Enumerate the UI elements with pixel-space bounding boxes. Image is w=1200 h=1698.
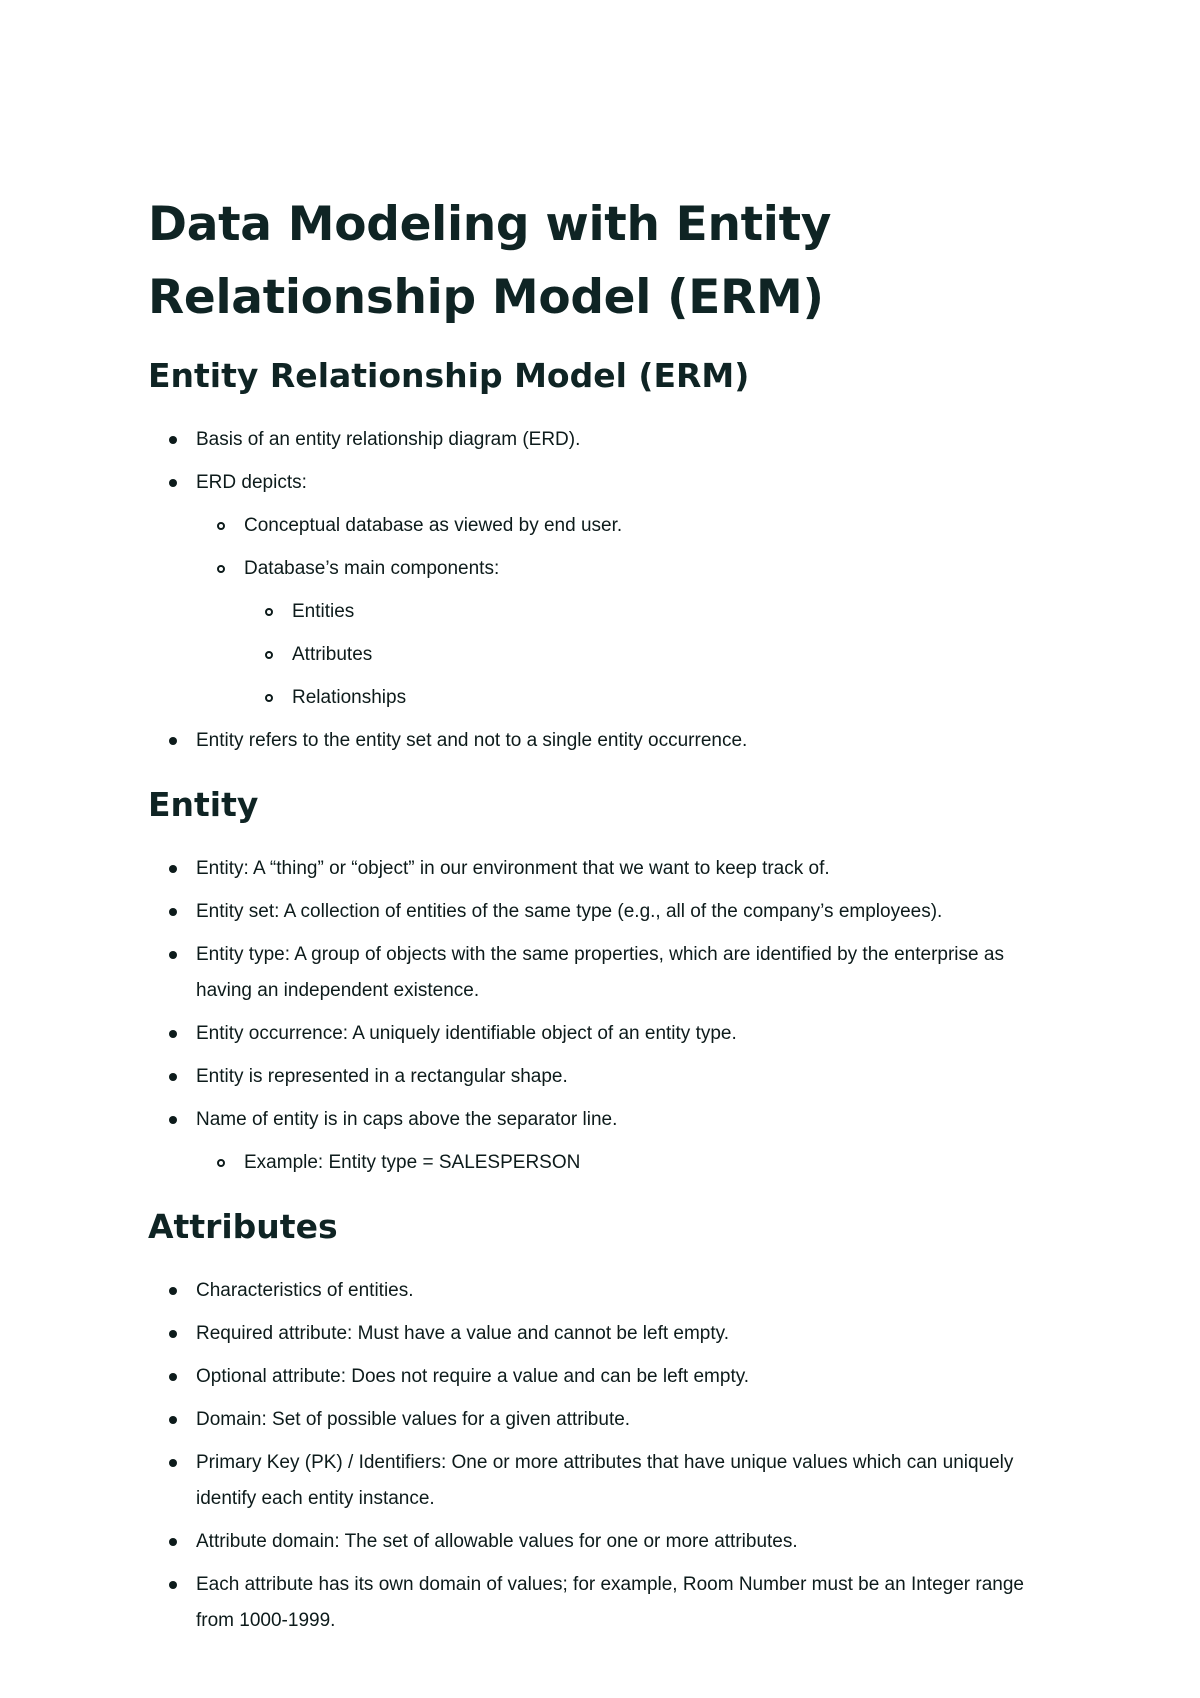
disc-bullet-icon xyxy=(169,865,177,873)
list-item: Characteristics of entities. xyxy=(148,1273,1048,1309)
disc-bullet-icon xyxy=(169,951,177,959)
list-item: Domain: Set of possible values for a given attribute. xyxy=(148,1402,1048,1438)
list-item: Entity refers to the entity set and not to a single entity occurrence. xyxy=(148,723,1048,759)
entity-name-sublist xyxy=(196,1145,1048,1181)
list-item: Attributes xyxy=(244,637,1048,673)
list-item: ERD depicts: Conceptual database as viewed by end user. Database’s main components: Entities Attributes Relationships xyxy=(148,465,1048,716)
page-title: Data Modeling with Entity Relationship Model (ERM) xyxy=(148,197,832,325)
document-page xyxy=(148,188,1048,1646)
list-item: Conceptual database as viewed by end user. xyxy=(196,508,1048,544)
list-item: Attribute domain: The set of allowable values for one or more attributes. xyxy=(148,1524,1048,1560)
erd-depicts-sublist xyxy=(196,508,1048,716)
section-heading-attributes: Attributes xyxy=(148,1207,338,1246)
disc-bullet-icon xyxy=(169,1416,177,1424)
list-item: Entity type: A group of objects with the same properties, which are identified by the enterprise as having an independent existence. xyxy=(148,937,1048,1009)
list-item: Entities xyxy=(244,594,1048,630)
list-item: Required attribute: Must have a value and cannot be left empty. xyxy=(148,1316,1048,1352)
disc-bullet-icon xyxy=(169,1030,177,1038)
list-item: Entity: A “thing” or “object” in our environment that we want to keep track of. xyxy=(148,851,1048,887)
disc-bullet-icon xyxy=(169,1287,177,1295)
components-sublist xyxy=(244,594,1048,716)
list-item: Entity set: A collection of entities of the same type (e.g., all of the company’s employees). xyxy=(148,894,1048,930)
circle-bullet-icon xyxy=(265,651,273,659)
list-item: Primary Key (PK) / Identifiers: One or more attributes that have unique values which can uniquely identify each entity instance. xyxy=(148,1445,1048,1517)
list-item: Optional attribute: Does not require a value and can be left empty. xyxy=(148,1359,1048,1395)
list-item: Database’s main components: Entities Attributes Relationships xyxy=(196,551,1048,716)
attributes-list xyxy=(148,1273,1048,1639)
disc-bullet-icon xyxy=(169,436,177,444)
circle-bullet-icon xyxy=(217,1159,225,1167)
disc-bullet-icon xyxy=(169,1116,177,1124)
section-heading-entity: Entity xyxy=(148,785,259,824)
circle-bullet-icon xyxy=(217,522,225,530)
disc-bullet-icon xyxy=(169,1459,177,1467)
list-item: Example: Entity type = SALESPERSON xyxy=(196,1145,1048,1181)
disc-bullet-icon xyxy=(169,479,177,487)
circle-bullet-icon xyxy=(217,565,225,573)
circle-bullet-icon xyxy=(265,608,273,616)
disc-bullet-icon xyxy=(169,1373,177,1381)
list-item: Relationships xyxy=(244,680,1048,716)
list-item: Entity is represented in a rectangular shape. xyxy=(148,1059,1048,1095)
disc-bullet-icon xyxy=(169,908,177,916)
circle-bullet-icon xyxy=(265,694,273,702)
section-heading-erm: Entity Relationship Model (ERM) xyxy=(148,356,750,395)
list-item: Entity occurrence: A uniquely identifiable object of an entity type. xyxy=(148,1016,1048,1052)
list-item: Basis of an entity relationship diagram (ERD). xyxy=(148,422,1048,458)
list-item: Name of entity is in caps above the separator line. Example: Entity type = SALESPERSON xyxy=(148,1102,1048,1181)
list-item: Each attribute has its own domain of values; for example, Room Number must be an Integer range from 1000-1999. xyxy=(148,1567,1048,1639)
disc-bullet-icon xyxy=(169,1538,177,1546)
disc-bullet-icon xyxy=(169,1330,177,1338)
erm-list xyxy=(148,422,1048,759)
disc-bullet-icon xyxy=(169,1581,177,1589)
disc-bullet-icon xyxy=(169,737,177,745)
disc-bullet-icon xyxy=(169,1073,177,1081)
entity-list xyxy=(148,851,1048,1181)
